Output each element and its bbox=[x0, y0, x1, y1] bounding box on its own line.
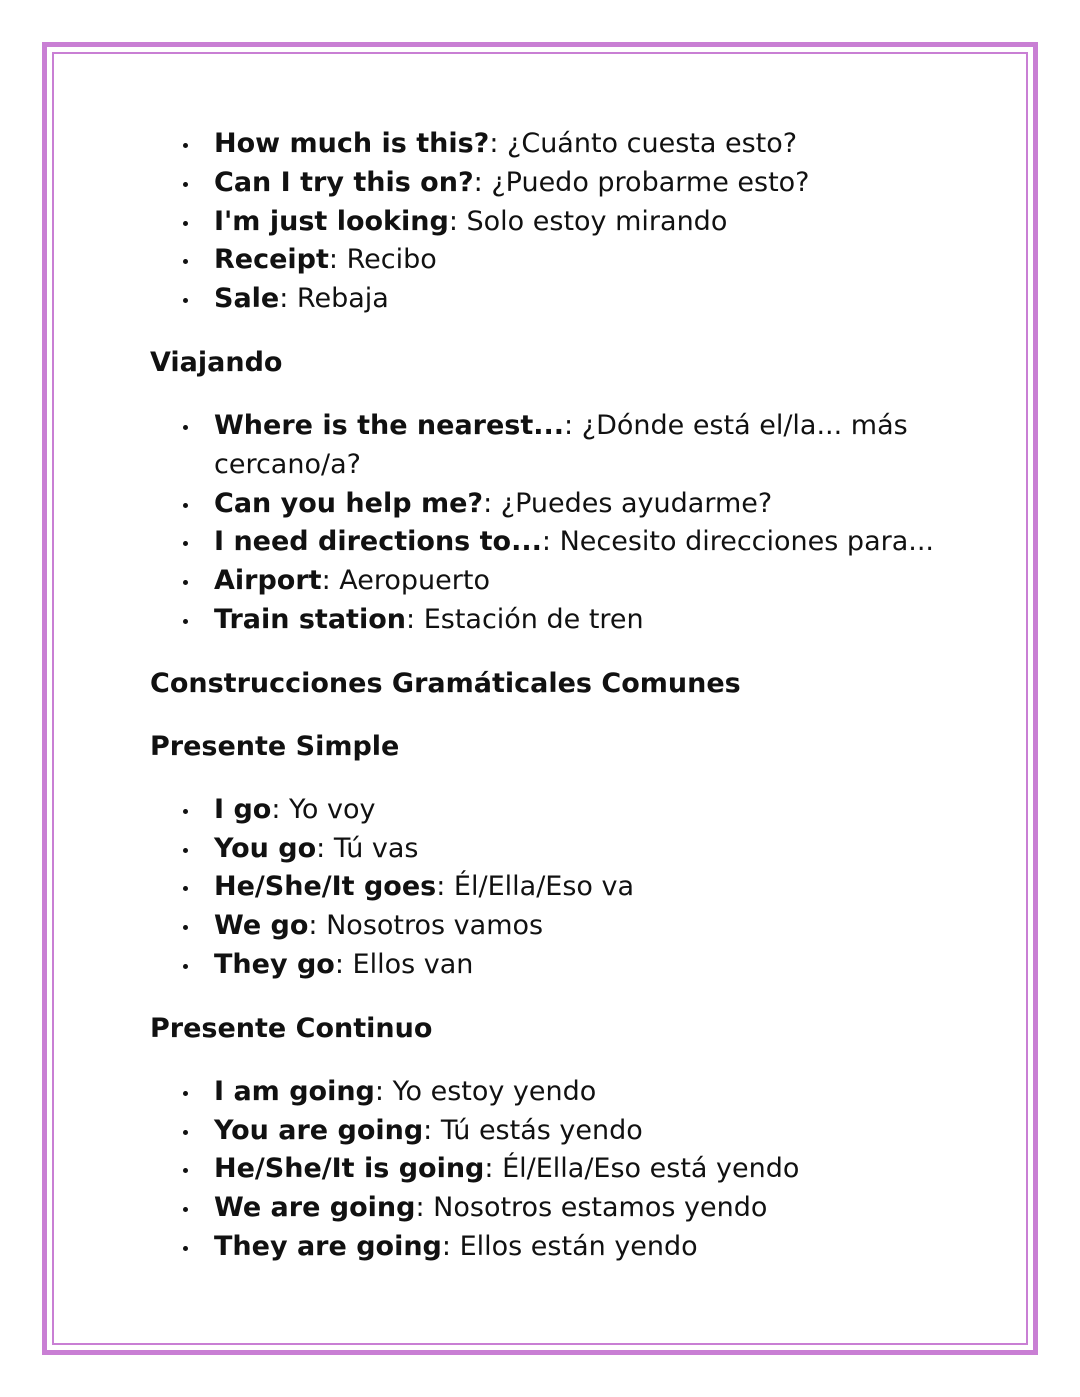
phrase-term: They are going bbox=[214, 1230, 442, 1262]
list-item: They go: Ellos van bbox=[150, 946, 950, 985]
list-item: Train station: Estación de tren bbox=[150, 601, 950, 640]
section-heading-grammar: Construcciones Gramáticales Comunes bbox=[150, 667, 741, 699]
phrase-term: I am going bbox=[214, 1075, 375, 1107]
phrase-translation: ¿Dónde está el/la... más cercano/a? bbox=[214, 409, 908, 480]
phrase-term: Where is the nearest... bbox=[214, 409, 565, 441]
list-item: He/She/It goes: Él/Ella/Eso va bbox=[150, 868, 950, 907]
phrase-term: I need directions to... bbox=[214, 526, 542, 558]
list-item: Where is the nearest...: ¿Dónde está el/la... más cercano/a? bbox=[150, 407, 950, 485]
phrase-term: We go bbox=[214, 910, 309, 942]
phrase-term: Can I try this on? bbox=[214, 166, 474, 198]
phrase-translation: Ellos van bbox=[352, 948, 474, 980]
phrase-term: You go bbox=[214, 832, 317, 864]
phrase-translation: ¿Puedes ayudarme? bbox=[500, 487, 773, 519]
present-simple-list bbox=[150, 791, 950, 985]
phrase-translation: Yo voy bbox=[289, 793, 376, 825]
phrase-term: I'm just looking bbox=[214, 205, 449, 237]
phrase-term: How much is this? bbox=[214, 128, 490, 159]
list-item: How much is this?: ¿Cuánto cuesta esto? bbox=[150, 125, 950, 164]
phrase-term: I go bbox=[214, 793, 272, 825]
phrase-term: Can you help me? bbox=[214, 487, 484, 519]
shopping-phrases-list bbox=[150, 125, 950, 319]
list-item: We are going: Nosotros estamos yendo bbox=[150, 1189, 950, 1228]
phrase-translation: Estación de tren bbox=[423, 603, 644, 635]
list-item: Sale: Rebaja bbox=[150, 280, 950, 319]
phrase-translation: Rebaja bbox=[296, 283, 389, 315]
phrase-term: Airport bbox=[214, 565, 322, 597]
phrase-translation: Aeropuerto bbox=[339, 565, 490, 597]
phrase-translation: Necesito direcciones para... bbox=[559, 526, 935, 558]
travel-phrases-list bbox=[150, 407, 950, 640]
list-item: Receipt: Recibo bbox=[150, 241, 950, 280]
list-item: I need directions to...: Necesito direcciones para... bbox=[150, 523, 950, 562]
list-item: You are going: Tú estás yendo bbox=[150, 1112, 950, 1151]
phrase-translation: Ellos están yendo bbox=[459, 1230, 698, 1262]
phrase-term: Train station bbox=[214, 603, 406, 635]
list-item: Can you help me?: ¿Puedes ayudarme? bbox=[150, 485, 950, 524]
phrase-translation: Solo estoy mirando bbox=[466, 205, 728, 237]
present-continuous-list bbox=[150, 1073, 950, 1267]
document-content bbox=[150, 125, 950, 1267]
phrase-term: Receipt bbox=[214, 244, 329, 276]
phrase-term: We are going bbox=[214, 1192, 416, 1224]
list-item: Airport: Aeropuerto bbox=[150, 562, 950, 601]
phrase-translation: Yo estoy yendo bbox=[392, 1075, 597, 1107]
phrase-translation: ¿Cuánto cuesta esto? bbox=[507, 128, 798, 159]
list-item: They are going: Ellos están yendo bbox=[150, 1228, 950, 1267]
section-heading-travel: Viajando bbox=[150, 346, 283, 378]
phrase-translation: Él/Ella/Eso va bbox=[453, 871, 635, 903]
phrase-translation: Tú vas bbox=[333, 832, 419, 864]
list-item: Can I try this on?: ¿Puedo probarme esto? bbox=[150, 164, 950, 203]
list-item: We go: Nosotros vamos bbox=[150, 907, 950, 946]
phrase-translation: Recibo bbox=[346, 244, 437, 276]
list-item: He/She/It is going: Él/Ella/Eso está yendo bbox=[150, 1150, 950, 1189]
phrase-translation: ¿Puedo probarme esto? bbox=[491, 166, 810, 198]
list-item: I am going: Yo estoy yendo bbox=[150, 1073, 950, 1112]
phrase-term: Sale bbox=[214, 283, 280, 315]
section-heading-present-simple: Presente Simple bbox=[150, 730, 400, 762]
phrase-term: He/She/It is going bbox=[214, 1153, 485, 1185]
phrase-translation: Tú estás yendo bbox=[440, 1114, 643, 1146]
phrase-translation: Nosotros vamos bbox=[326, 910, 544, 942]
phrase-term: They go bbox=[214, 948, 335, 980]
phrase-translation: Nosotros estamos yendo bbox=[433, 1192, 768, 1224]
list-item: I go: Yo voy bbox=[150, 791, 950, 830]
phrase-term: He/She/It goes bbox=[214, 871, 437, 903]
section-heading-present-continuous: Presente Continuo bbox=[150, 1012, 433, 1044]
list-item: You go: Tú vas bbox=[150, 830, 950, 869]
list-item: I'm just looking: Solo estoy mirando bbox=[150, 203, 950, 242]
phrase-translation: Él/Ella/Eso está yendo bbox=[502, 1153, 800, 1185]
phrase-term: You are going bbox=[214, 1114, 424, 1146]
